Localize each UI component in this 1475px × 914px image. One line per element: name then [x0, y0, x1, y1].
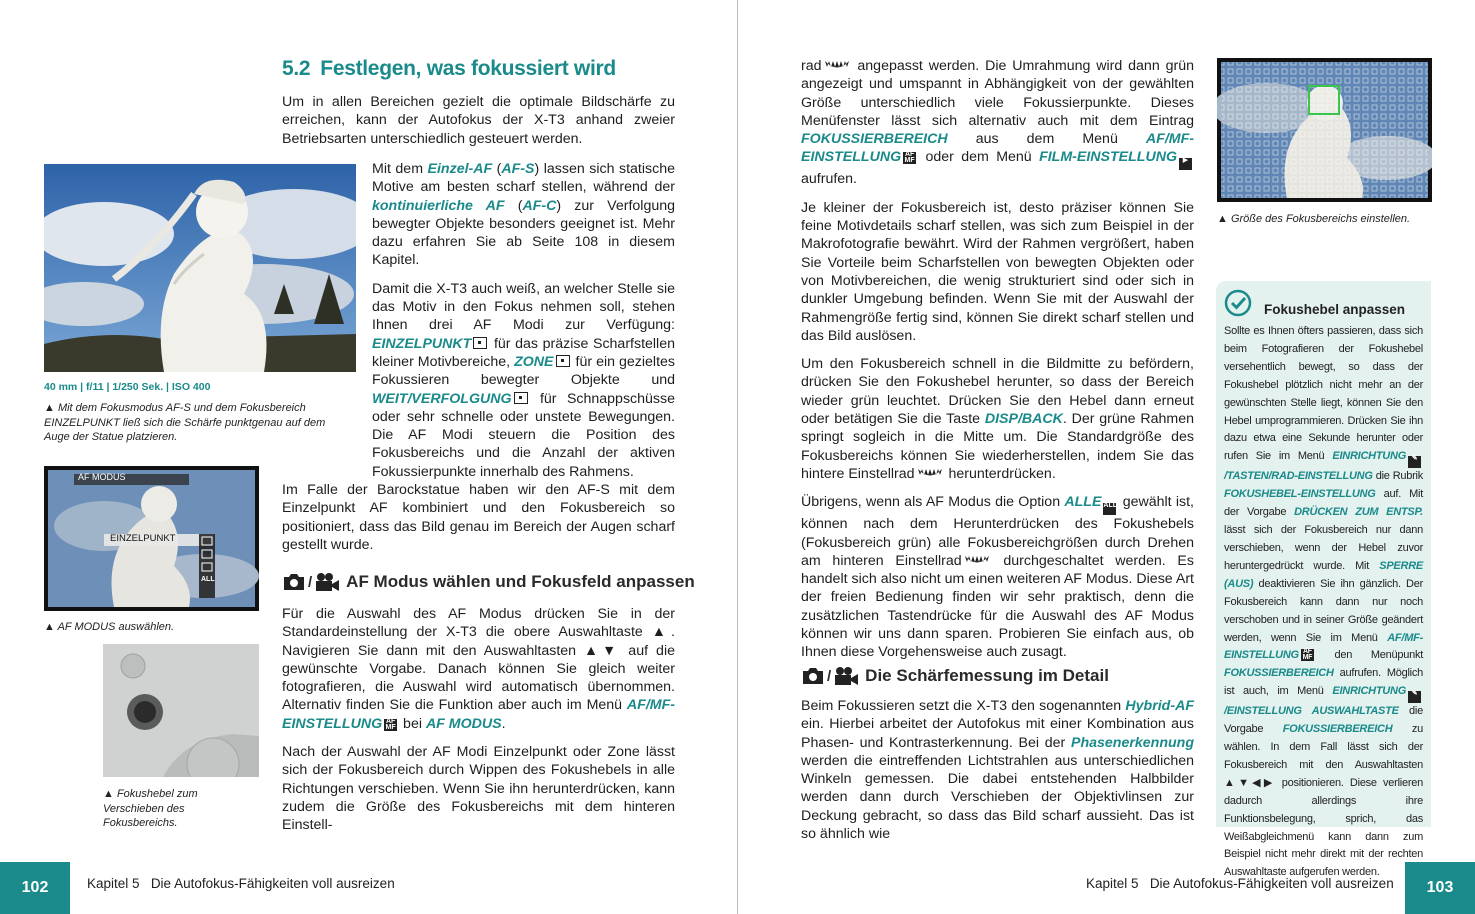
af-c-term: AF-C — [522, 197, 557, 214]
section-title: Festlegen, was fokussiert wird — [320, 57, 616, 80]
left-page — [0, 0, 737, 914]
single-point-icon — [473, 337, 487, 349]
af-modus-term: AF MODUS — [425, 715, 502, 732]
continuous-af-term: kontinuierliche AF — [372, 197, 505, 214]
af-modus-paragraphs — [282, 605, 675, 845]
screen-label-af-modus: AF MODUS — [78, 472, 126, 482]
hybrid-af-term: Hybrid-AF — [1125, 698, 1194, 714]
command-dial-icon — [824, 60, 850, 70]
page-number-right: 103 — [1405, 862, 1475, 914]
menu-icon: AF MF — [385, 717, 396, 731]
af-s-paragraph: Mit dem Einzel-AF (AF-S) lassen sich statische Motive am besten scharf stellen, während der kontinuierliche AF (AF-C) zur Verfolgung bewegter Objekte besonders geeignet ist. Mehr dazu erfahren Sie ab Seite 108 in diesem Kapitel. — [372, 161, 676, 269]
movie-camera-icon — [314, 572, 340, 592]
tip-body: Sollte es Ihnen öfters passieren, dass sich beim Fotografieren der Fokushebel versehentlich bewegt, so dass der Fokushebel plötzlich nicht mehr an der gewünschten Stelle liegt, können Sie den Hebel umprogrammieren. Drücken Sie ihn dazu etwa eine Sekunde herunter oder rufen Sie im Menü EINRICHTUNG ✎/TASTEN/RAD-EINSTELLUNG die Rubrik FOKUSHEBEL-EINSTELLUNG auf. Mit der Vorgabe DRÜCKEN ZUM ENTSP. lässt sich der Fokusbereich nur dann verschieben, wenn der Hebel zuvor heruntergedrückt wurde. Mit SPERRE (AUS) deaktivieren Sie ihn gänzlich. Der Fokusbereich kann dann nur noch verschoben und in seiner Größe geändert werden, wenn Sie im Menü AF/MF-EINSTELLUNG AF MF den Menüpunkt FOKUSSIERBEREICH aufrufen. Möglich ist auch, im Menü EINRICHTUNG ✎/EINSTELLUNG AUSWAHLTASTE die Vorgabe FOKUSSIERBEREICH zu wählen. In dem Fall lässt sich der Fokusbereich mit den Auswahltasten ▲▼◀▶ positionieren. Diese verlieren dadurch allerdings ihre Funktionsbelegung, sprich, das Weißabgleichmenü kann dann zum Beispiel nicht mehr direkt mit der rechten Auswahltaste aufgerufen werden. — [1224, 325, 1423, 879]
af-modes-paragraph: Damit die X-T3 auch weiß, an welcher Stelle sie das Motiv in den Fokus nehmen soll, stehen Ihnen drei AF Modi zur Verfügung: EINZELPUNKT für das präzise Scharfstellen kleiner Motivbereiche, ZONE für ein gezieltes Fokussieren bewegter Objekte und WEIT/VERFOLGUNG für Schnappschüsse oder sehr schnelle oder unstete Bewegungen. Die AF Modi steuern die Position des Fokusbereichs und die Anzahl der aktiven Fokussierpunkte innerhalb des Rahmens. — [372, 280, 676, 480]
statue-caption: ▲ Mit dem Fokusmodus AF-S und dem Fokusbereich EINZELPUNKT ließ sich die Schärfe punktgenau auf dem Auge der Statue platzieren. — [44, 402, 326, 443]
af-modus-selection-paragraph: Für die Auswahl des AF Modus drücken Sie in der Standardeinstellung der X-T3 die obere Auswahltaste ▲. Navigieren Sie dann mit den Auswahltasten ▲▼ auf die gewünschte Vorgabe. Danach können Sie gleich weiter fotografieren, die Auswahl wird automatisch übernommen. Alternativ finden Sie die Funktion aber auch im Menü AF/MF-EINSTELLUNG AF MF bei AF MODUS. — [282, 606, 675, 732]
statue-photo — [44, 164, 356, 372]
command-dial-icon — [964, 555, 990, 565]
zone-icon — [556, 355, 570, 367]
page-number-left: 102 — [0, 862, 70, 914]
barockstatue-paragraph: Im Falle der Barockstatue haben wir den AF-S mit dem Einzelpunkt AF kombiniert und den Fokusbereich so positioniert, dass das Bild genau im Bereich der Augen scharf gestellt wurde. — [282, 482, 675, 553]
focus-lever-caption: ▲ Fokushebel zum Verschieben des Fokusbereichs. — [103, 788, 198, 829]
af-s-term: AF-S — [501, 161, 535, 177]
af-modes-paragraphs — [372, 160, 675, 491]
exif-data: 40 mm | f/11 | 1/250 Sek. | ISO 400 — [44, 381, 211, 393]
movie-camera-icon — [833, 666, 859, 686]
af-mf-einstellung-term: AF/MF-EINSTELLUNG — [282, 697, 675, 732]
zone-term: ZONE — [514, 353, 554, 370]
intro-text: Um in allen Bereichen gezielt die optimale Bildschärfe zu erreichen, kann der Autofokus der X-T3 anhand zweier Betriebsarten unterschiedlich gesteuert werden. — [282, 94, 675, 147]
menu-icon: AF MF — [904, 151, 915, 165]
subhead-schaerfemessung: / Die Schärfemessung im Detail — [801, 666, 1109, 686]
tip-title: Fokushebel anpassen — [1264, 302, 1406, 317]
movie-menu-icon: ▶ — [1179, 158, 1192, 170]
right-paragraphs — [801, 57, 1194, 672]
checkmark-circle-icon — [1224, 289, 1252, 317]
camera-icon — [282, 572, 306, 592]
weit-verfolgung-term: WEIT/VERFOLGUNG — [372, 390, 512, 407]
einzelpunkt-term: EINZELPUNKT — [372, 335, 472, 352]
subhead-af-modus: / AF Modus wählen und Fokusfeld anpassen — [282, 572, 695, 592]
einzel-af-term: Einzel-AF — [427, 161, 493, 177]
section-heading — [282, 57, 616, 81]
focus-lever-paragraph: Nach der Auswahl der AF Modi Einzelpunkt oder Zone lässt sich der Fokusbereich durch Wippen des Fokushebels in alle Richtungen verschieben. Wenn Sie ihn herunterdrücken, kann zudem die Größe des Fokusbereichs mit dem hinteren Einstell- — [282, 744, 675, 834]
film-einstellung-term: FILM-EINSTELLUNG — [1039, 149, 1177, 166]
alle-term: ALLE — [1064, 494, 1102, 511]
screen-label-all: ALL — [201, 576, 215, 583]
camera-icon — [801, 666, 825, 686]
af-modus-caption: ▲ AF MODUS auswählen. — [44, 621, 175, 633]
focus-lever-photo — [103, 644, 259, 777]
center-focus-paragraph: Um den Fokusbereich schnell in die Bildmitte zu befördern, drücken Sie den Fokushebel herunter, so dass der Bereich wieder grün leuchtet. Drücken Sie den Hebel dann erneut oder betätigen Sie die Taste DISP/BACK. Der grüne Rahmen springt sogleich in die Mitte um. Die Standardgröße des Fokusbereichs können Sie wiederherstellen, indem Sie das hintere Einstellrad herunterdrücken. — [801, 356, 1194, 482]
command-dial-icon — [917, 468, 943, 478]
footer-right: Kapitel 5 Die Autofokus-Fähigkeiten voll ausreizen — [1086, 876, 1394, 891]
disp-back-term: DISP/BACK — [984, 411, 1063, 428]
wrench-icon: ✎ — [1408, 456, 1421, 468]
alle-option-paragraph: Übrigens, wenn als AF Modus die Option ALLE ALL gewählt ist, können nach dem Herunterdrücken des Fokushebels (Fokusbereich grün) alle Fokusbereichgrößen durch Drehen am hinteren Einstellrad durchgeschaltet werden. Es handelt sich also nicht um einen weiteren AF Modus. Diese Art der freien Bedienung finden wir sehr praktisch, denn die zusätzlichen Tastendrücke für die Auswahl des AF Modus können wir uns dann sparen. Probieren Sie einfach aus, ob Ihnen diese Vorgehensweise auch zusagt. — [801, 494, 1195, 661]
tip-box — [1216, 281, 1431, 879]
fokusbereich-size-paragraph: Je kleiner der Fokusbereich ist, desto präziser können Sie feine Motivdetails scharf stellen, was sich zum Beispiel in der Makrofotografie bewährt. Wird der Rahmen vergrößert, haben Sie Vorteile beim Scharfstellen von bewegten Objekten oder von Motivbereichen, die wenig strukturiert sind oder sich in dunkler Umgebung befinden. Wenn Sie mit der Auswahl der Rahmengröße fertig sind, können Sie direkt scharf stellen und das Bild auslösen. — [801, 199, 1194, 344]
phasenerkennung-term: Phasenerkennung — [1071, 734, 1194, 751]
intro-paragraph — [282, 93, 675, 158]
af-mf-einstellung-term-right: AF/MF-EINSTELLUNG — [801, 131, 1194, 166]
all-icon: ALL — [1103, 503, 1116, 515]
section-number: 5.2 — [282, 57, 311, 80]
screen-label-einzelpunkt: EINZELPUNKT — [110, 533, 176, 544]
focus-area-caption: ▲ Größe des Fokusbereichs einstellen. — [1217, 213, 1411, 225]
hybrid-af-paragraph: Beim Fokussieren setzt die X-T3 den sogenannten Hybrid-AF ein. Hierbei arbeitet der Autofokus mit einer Kombination aus Phasen- und Kontrasterkennung. Bei der Phasenerkennung werden die eintreffenden Lichtstrahlen aus unterschiedlichen Winkeln gemessen. Die dabei entstehenden Halbbilder werden dann durch Verschieben der Objektivlinsen zur Deckung gebracht, so dass das Bild scharf aussieht. Das ist so ähnlich wie — [801, 698, 1194, 843]
footer-left: Kapitel 5 Die Autofokus-Fähigkeiten voll ausreizen — [87, 876, 395, 891]
fokussierbereich-paragraph: rad angepasst werden. Die Umrahmung wird dann grün angezeigt und umspannt in Abhängigkeit von der gewählten Größe unterschiedlich viele Fokussierpunkte. Dieses Menüfenster lässt sich alternativ auch mit dem Eintrag FOKUSSIERBEREICH aus dem Menü AF/MF-EINSTELLUNG AF MF oder dem Menü FILM-EINSTELLUNG ▶ aufrufen. — [801, 58, 1194, 188]
af-modus-screen — [44, 466, 259, 611]
menu-icon: AF MF — [1302, 648, 1313, 662]
wide-tracking-icon — [514, 392, 528, 404]
focus-area-screen — [1217, 58, 1432, 202]
fokussierbereich-term: FOKUSSIERBEREICH — [801, 131, 948, 148]
wrench-icon: ✎ — [1408, 691, 1421, 703]
